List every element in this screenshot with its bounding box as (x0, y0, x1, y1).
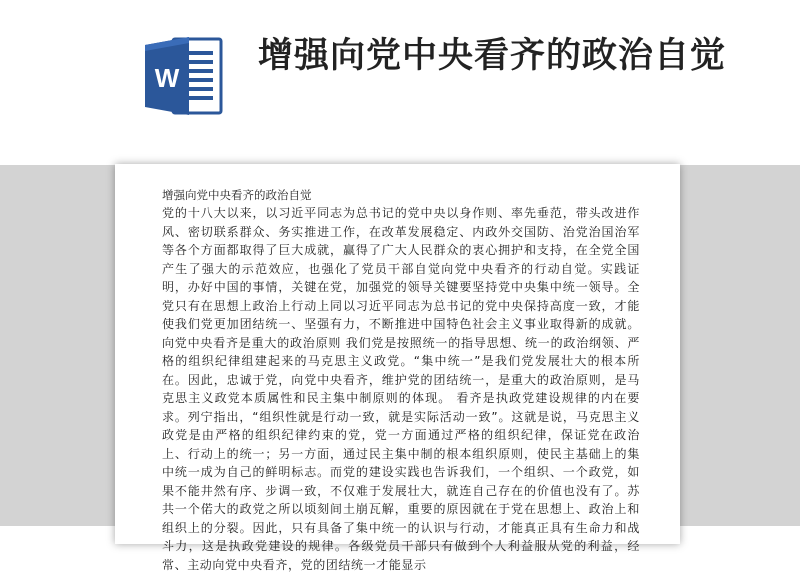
page-body-text: 党的十八大以来，以习近平同志为总书记的党中央以身作则、率先垂范，带头改进作风、密切联系群众、务实推进工作，在改革发展稳定、内政外交国防、治党治国治军等各个方面都取得了巨大成就，赢得了广大人民群众的衷心拥护和支持，在全党全国产生了强大的示范效应，也强化了党员干部自觉向党中央看齐的行动自觉。实践证明，办好中国的事情，关键在党，加强党的领导关键要坚持党中央集中统一领导。全党只有在思想上政治上行动上同以习近平同志为总书记的党中央保持高度一致，才能使我们党更加团结统一、坚强有力，不断推进中国特色社会主义事业取得新的成就。向党中央看齐是重大的政治原则 我们党是按照统一的指导思想、统一的政治纲领、严格的组织纪律组建起来的马克思主义政党。“集中统一”是我们党发展壮大的根本所在。因此，忠诚于党，向党中央看齐，维护党的团结统一，是重大的政治原则，是马克思主义政党本质属性和民主集中制原则的体现。 看齐是执政党建设规律的内在要求。列宁指出，“组织性就是行动一致，就是实际活动一致”。这就是说，马克思主义政党是由严格的组织纪律约束的党，党一方面通过严格的组织纪律，保证党在政治上、行动上的统一；另一方面，通过民主集中制的根本组织原则，使民主基础上的集中统一成为自己的鲜明标志。而党的建设实践也告诉我们，一个组织、一个政党，如果不能井然有序、步调一致，不仅难于发展壮大，就连自己存在的价值也没有了。苏共一个偌大的政党之所以顷刻间土崩瓦解，重要的原因就在于党在思想上、政治上和组织上的分裂。因此，只有具备了集中统一的认识与行动，才能真正具有生命力和战斗力，这是执政党建设的规律。各级党员干部只有做到个人利益服从党的利益，经常、主动向党中央看齐，党的团结统一才能显示 (162, 206, 640, 572)
word-document-icon (143, 33, 223, 119)
page-heading: 增强向党中央看齐的政治自觉 (162, 188, 312, 202)
document-page (115, 164, 680, 572)
document-header (0, 0, 800, 165)
document-title: 增强向党中央看齐的政治自觉 (258, 36, 727, 76)
page-content (162, 186, 640, 574)
word-icon-letter: W (154, 63, 180, 93)
